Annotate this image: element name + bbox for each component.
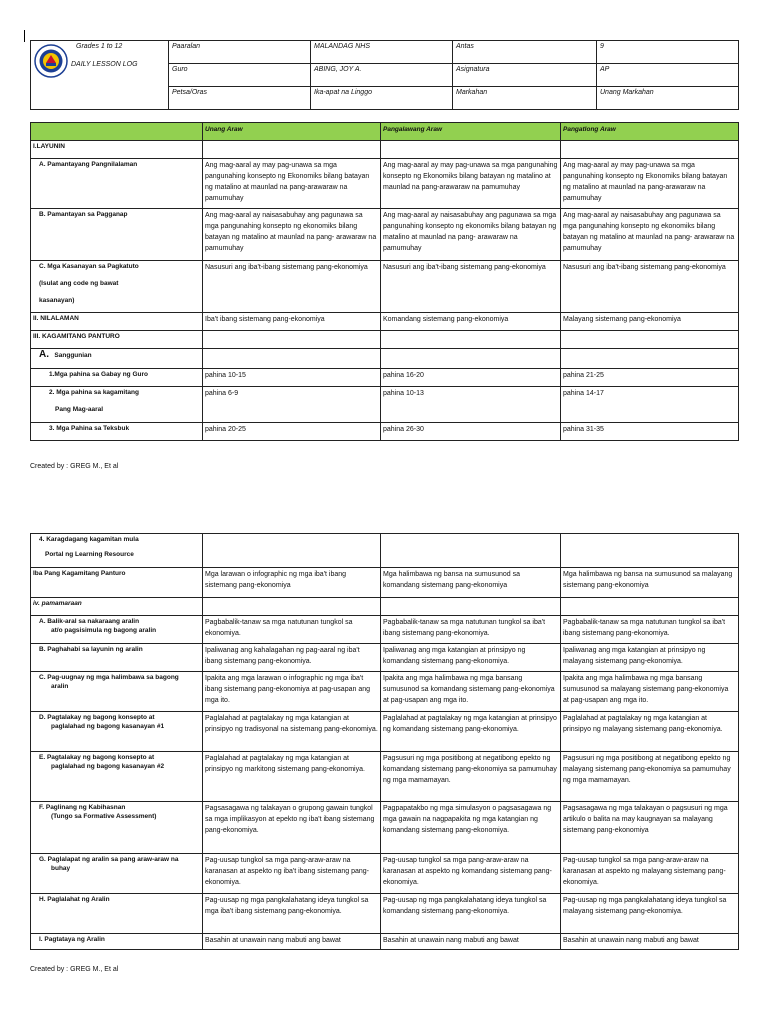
pamantayang-pangnilalaman-label: A. Pamantayang Pangnilalaman — [31, 159, 203, 209]
footer-credit: Created by : GREG M., Et al — [30, 463, 119, 470]
cell-pagtataya-day2: Basahin at unawain nang mabuti ang bawat — [381, 934, 561, 950]
gabay-guro-label: 1.Mga pahina sa Gabay ng Guro — [31, 369, 203, 387]
footer-credit-2: Created by : GREG M., Et al — [30, 966, 119, 973]
header-logo-cell — [31, 41, 169, 110]
paaralan-label: Paaralan — [169, 41, 311, 64]
cell-a-day2: Ang mag-aaral ay may pag-unawa sa mga pangunahing konsepto ng Ekonomiks bilang batayan ng matalino at maunlad na pang-arawaraw na pamumuhay — [381, 159, 561, 209]
cell-pagtalakay1-day2: Paglalahad at pagtalakay ng mga katangian at prinsipyo ng komandang sistemang pang-ekonomiya. — [381, 712, 561, 752]
column-header-day2: Pangalawang Araw — [381, 123, 561, 141]
cell-pagtataya-day1: Basahin at unawain nang mabuti ang bawat — [203, 934, 381, 950]
column-header-day3: Pangatlong Araw — [561, 123, 739, 141]
corner-cell — [31, 123, 203, 141]
cell-nilalaman-day3: Malayang sistemang pang-ekonomiya — [561, 313, 739, 331]
sanggunian-label: A. Sanggunian — [31, 349, 203, 369]
paaralan-value: MALANDAG NHS — [311, 41, 453, 64]
cell-iba-day3: Mga halimbawa ng bansa na sumusunod sa malayang sistemang pang-ekonomiya — [561, 568, 739, 598]
cell-paglalahat-day2: Pag-uusap ng mga pangkalahatang ideya tungkol sa komandang sistemang pang-ekonomiya. — [381, 894, 561, 934]
kasanayan-label: C. Mga Kasanayan sa Pagkatuto (Isulat ang code ng bawat kasanayan) — [31, 261, 203, 313]
cell-kagamitang-day1: pahina 6-9 — [203, 387, 381, 423]
cell-balik-aral-day1: Pagbabalik-tanaw sa mga natutunan tungkol sa ekonomiya. — [203, 616, 381, 644]
cell-paghahabi-day3: Ipaliwanag ang mga katangian at prinsipyo ng malayang sistemang pang-ekonomiya. — [561, 644, 739, 672]
cell-paglalapat-day2: Pag-uusap tungkol sa mga pang-araw-araw na karanasan at aspekto ng komandang sistemang pang-ekonomiya. — [381, 854, 561, 894]
balik-aral-label: A. Balik-aral sa nakaraang aralin at/o pagsisimula ng bagong aralin — [31, 616, 203, 644]
cell-pag-uugnay-day1: Ipakita ang mga larawan o infographic ng mga iba't ibang sistemang pang-ekonomiya at pag-usapan ang mga ito. — [203, 672, 381, 712]
cell-teksbuk-day1: pahina 20-25 — [203, 423, 381, 441]
cell-nilalaman-day1: Iba't ibang sistemang pang-ekonomiya — [203, 313, 381, 331]
grades-label: Grades 1 to 12 — [76, 43, 123, 50]
iba-pang-kagamitan-label: Iba Pang Kagamitang Panturo — [31, 568, 203, 598]
cell-paglinang-day3: Pagsasagawa ng mga talakayan o pagsusuri ng mga artikulo o balita na may kaugnayan sa malayang sistemang pang-ekonomiya — [561, 802, 739, 854]
paglalapat-label: G. Paglalapat ng aralin sa pang araw-araw na buhay — [31, 854, 203, 894]
cell-teksbuk-day3: pahina 31-35 — [561, 423, 739, 441]
cell-a-day1: Ang mag-aaral ay may pag-unawa sa mga pangunahing konsepto ng Ekonomiks bilang batayan ng matalino at maunlad na pang-arawaraw na pamumuhay — [203, 159, 381, 209]
cell-paglalahat-day1: Pag-uusap ng mga pangkalahatang ideya tungkol sa mga iba't ibang sistemang pang-ekonomiya. — [203, 894, 381, 934]
header-table — [30, 40, 739, 110]
kagamitang-mag-aaral-label: 2. Mga pahina sa kagamitang Pang Mag-aaral — [31, 387, 203, 423]
cell-paglalahat-day3: Pag-uusap ng mga pangkalahatang ideya tungkol sa malayang sistemang pang-ekonomiya. — [561, 894, 739, 934]
markahan-label: Markahan — [453, 87, 597, 110]
cell-pagtataya-day3: Basahin at unawain nang mabuti ang bawat — [561, 934, 739, 950]
pamamaraan-label: iv. pamamaraan — [31, 598, 203, 616]
layunin-label: I.LAYUNIN — [31, 141, 203, 159]
cell-iba-day1: Mga larawan o infographic ng mga iba't ibang sistemang pang-ekonomiya — [203, 568, 381, 598]
cell-gabay-day2: pahina 16-20 — [381, 369, 561, 387]
cell-gabay-day3: pahina 21-25 — [561, 369, 739, 387]
cell-pagtalakay2-day1: Paglalahad at pagtalakay ng mga katangian at prinsipyo ng markitong sistemang pang-ekonomiya. — [203, 752, 381, 802]
petsa-value: Ika-apat na Linggo — [311, 87, 453, 110]
lesson-table-page2 — [30, 533, 739, 950]
pagtalakay-1-label: D. Pagtalakay ng bagong konsepto at paglalahad ng bagong kasanayan #1 — [31, 712, 203, 752]
cell-balik-aral-day3: Pagbabalik-tanaw sa mga natutunan tungkol sa iba't ibang sistemang pang-ekonomiya. — [561, 616, 739, 644]
cell-b-day1: Ang mag-aaral ay naisasabuhay ang pagunawa sa mga pangunahing konsepto ng ekonomiks bilang batayan ng matalino at maunlad na pang- arawaraw na pamumuhay — [203, 209, 381, 261]
lesson-table-page1 — [30, 122, 739, 441]
cell-paglalapat-day3: Pag-uusap tungkol sa mga pang-araw-araw na karanasan at aspekto ng malayang sistemang pang-ekonomiya. — [561, 854, 739, 894]
cell-paglalapat-day1: Pag-uusap tungkol sa mga pang-araw-araw na karanasan at aspekto ng iba't ibang sistemang pang-ekonomiya. — [203, 854, 381, 894]
nilalaman-label: II. NILALAMAN — [31, 313, 203, 331]
cell-a-day3: Ang mag-aaral ay may pag-unawa sa mga pangunahing konsepto ng Ekonomiks bilang batayan ng matalino at maunlad na pang-arawaraw na pamumuhay — [561, 159, 739, 209]
cell-pagtalakay2-day2: Pagsusuri ng mga positibong at negatibong epekto ng komandang sistemang pang-ekonomiya sa pamumuhay ng mga mamamayan. — [381, 752, 561, 802]
cell-pag-uugnay-day3: Ipakita ang mga halimbawa ng mga bansang sumusunod sa malayang sistemang pang-ekonomiya at pag-usapan ang mga ito. — [561, 672, 739, 712]
cell-kagamitang-day3: pahina 14-17 — [561, 387, 739, 423]
cell-kagamitang-day2: pahina 10-13 — [381, 387, 561, 423]
paglinang-label: F. Paglinang ng Kabihasnan (Tungo sa Formative Assessment) — [31, 802, 203, 854]
kagamitang-panturo-label: III. KAGAMITANG PANTURO — [31, 331, 203, 349]
cell-paglinang-day1: Pagsasagawa ng talakayan o grupong gawain tungkol sa mga implikasyon at epekto ng iba't ibang sistemang pang-ekonomiya. — [203, 802, 381, 854]
asignatura-value: AP — [597, 64, 739, 87]
antas-label: Antas — [453, 41, 597, 64]
cell-b-day3: Ang mag-aaral ay naisasabuhay ang pagunawa sa mga pangunahing konsepto ng ekonomiks bilang batayan ng matalino at maunlad na pang- arawaraw na pamumuhay — [561, 209, 739, 261]
paghahabi-label: B. Paghahabi sa layunin ng aralin — [31, 644, 203, 672]
text-cursor — [24, 30, 25, 42]
cell-c-day3: Nasusuri ang iba't-ibang sistemang pang-ekonomiya — [561, 261, 739, 313]
cell-pagtalakay1-day3: Paglalahad at pagtalakay ng mga katangian at prinsipyo ng malayang sistemang pang-ekonomiya. — [561, 712, 739, 752]
guro-label: Guro — [169, 64, 311, 87]
markahan-value: Unang Markahan — [597, 87, 739, 110]
cell-paghahabi-day1: Ipaliwanag ang kahalagahan ng pag-aaral ng iba't ibang sistemang pang-ekonomiya. — [203, 644, 381, 672]
pagtataya-label: I. Pagtataya ng Aralin — [31, 934, 203, 950]
cell-balik-aral-day2: Pagbabalik-tanaw sa mga natutunan tungkol sa iba't ibang sistemang pang-ekonomiya. — [381, 616, 561, 644]
cell-paglinang-day2: Pagpapatakbo ng mga simulasyon o pagsasagawa ng mga gawain na nagpapakita ng mga katangian ng komandang sistemang pang-ekonomiya. — [381, 802, 561, 854]
asignatura-label: Asignatura — [453, 64, 597, 87]
cell-paghahabi-day2: Ipaliwanag ang mga katangian at prinsipyo ng komandang sistemang pang-ekonomiya. — [381, 644, 561, 672]
teksbuk-label: 3. Mga Pahina sa Teksbuk — [31, 423, 203, 441]
cell-pag-uugnay-day2: Ipakita ang mga halimbawa ng mga bansang sumusunod sa komandang sistemang pang-ekonomiya at pag-usapan ang mga ito. — [381, 672, 561, 712]
cell-nilalaman-day2: Komandang sistemang pang-ekonomiya — [381, 313, 561, 331]
karagdagang-kagamitan-label: 4. Karagdagang kagamitan mula Portal ng Learning Resource — [31, 534, 203, 568]
cell-iba-day2: Mga halimbawa ng bansa na sumusunod sa komandang sistemang pang-ekonomiya — [381, 568, 561, 598]
paglalahat-label: H. Paglalahat ng Aralin — [31, 894, 203, 934]
cell-c-day1: Nasusuri ang iba't-ibang sistemang pang-ekonomiya — [203, 261, 381, 313]
pagtalakay-2-label: E. Pagtalakay ng bagong konsepto at paglalahad ng bagong kasanayan #2 — [31, 752, 203, 802]
document-title: DAILY LESSON LOG — [71, 61, 138, 68]
cell-pagtalakay2-day3: Pagsusuri ng mga positibong at negatibong epekto ng malayang sistemang pang-ekonomiya sa pamumuhay ng mga mamamayan. — [561, 752, 739, 802]
guro-value: ABING, JOY A. — [311, 64, 453, 87]
cell-b-day2: Ang mag-aaral ay naisasabuhay ang pagunawa sa mga pangunahing konsepto ng ekonomiks bilang batayan ng matalino at maunlad na pang- arawaraw na pamumuhay — [381, 209, 561, 261]
cell-teksbuk-day2: pahina 26-30 — [381, 423, 561, 441]
cell-gabay-day1: pahina 10-15 — [203, 369, 381, 387]
pag-uugnay-label: C. Pag-uugnay ng mga halimbawa sa bagong aralin — [31, 672, 203, 712]
antas-value: 9 — [597, 41, 739, 64]
cell-c-day2: Nasusuri ang iba't-ibang sistemang pang-ekonomiya — [381, 261, 561, 313]
petsa-label: Petsa/Oras — [169, 87, 311, 110]
deped-seal-icon — [34, 44, 68, 78]
cell-pagtalakay1-day1: Paglalahad at pagtalakay ng mga katangian at prinsipyo ng tradisyonal na sistemang pang-ekonomiya. — [203, 712, 381, 752]
column-header-day1: Unang Araw — [203, 123, 381, 141]
pamantayan-pagganap-label: B. Pamantayan sa Pagganap — [31, 209, 203, 261]
